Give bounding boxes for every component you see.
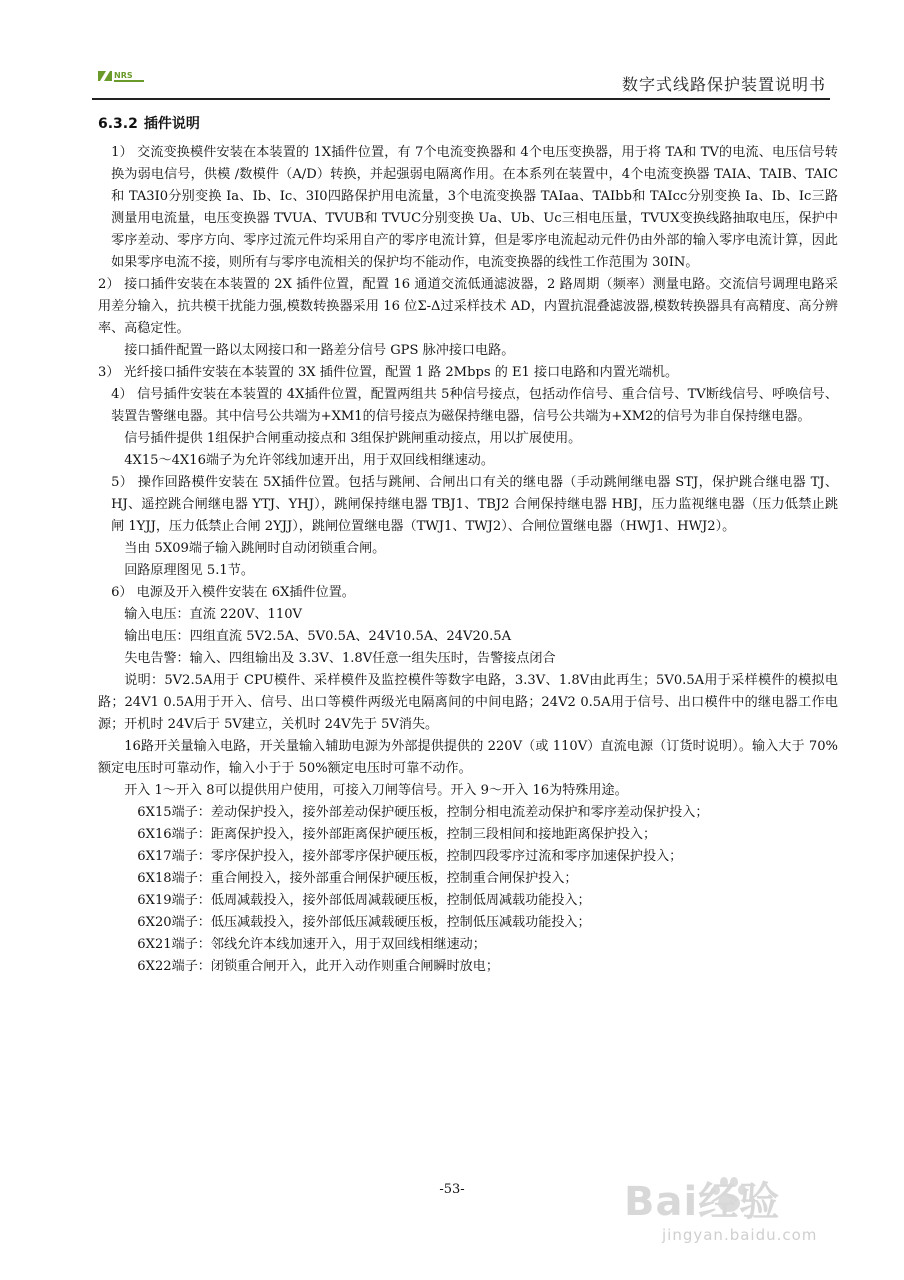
paragraph-operation-module: 5） 操作回路模件安装在 5X插件位置。包括与跳闸、合闸出口有关的继电器（手动跳闸继电器 STJ，保护跳合继电器 TJ、HJ、遥控跳合闸继电器 YTJ、YHJ），跳闸保持继电器 TBJ1、TBJ2 合闸保持继电器 HBJ，压力监视继电器（压力低禁止跳闸 1YJJ，压力低禁止合闸 2YJJ），跳闸位置继电器（TWJ1、TWJ2）、合闸位置继电器（HWJ1、HWJ2）。 — [111, 475, 838, 534]
paragraph-fiber-module: 3） 光纤接口插件安装在本装置的 3X 插件位置，配置 1 路 2Mbps 的 E1 接口电路和内置光端机。 — [98, 365, 679, 380]
terminal-6x17: 6X17端子：零序保护投入，接外部零序保护硬压板，控制四段零序过流和零序加速保护投入； — [137, 849, 683, 864]
paragraph-input-usage: 开入 1～开入 8可以提供用户使用，可接入刀闸等信号。开入 9～开入 16为特殊用途。 — [124, 783, 628, 798]
paragraph-signal-module: 4） 信号插件安装在本装置的 4X插件位置，配置两组共 5种信号接点，包括动作信号、重合信号、TV断线信号、呼唤信号、装置告警继电器。其中信号公共端为+XM1的信号接点为磁保持继电器，信号公共端为+XM2的信号为非自保持继电器。 — [111, 387, 838, 424]
terminal-6x19: 6X19端子：低周减载投入，接外部低周减载硬压板，控制低周减载功能投入； — [137, 893, 591, 908]
company-logo — [98, 68, 146, 84]
paragraph-5x09-terminal: 当由 5X09端子输入跳闸时自动闭锁重合闸。 — [124, 541, 386, 556]
terminal-6x15: 6X15端子：差动保护投入，接外部差动保护硬压板，控制分相电流差动保护和零序差动保护投入； — [137, 805, 709, 820]
document-title: 数字式线路保护装置说明书 — [621, 75, 826, 94]
section-title: 插件说明 — [143, 116, 200, 132]
paragraph-output-voltage: 输出电压：四组直流 5V2.5A、5V0.5A、24V10.5A、24V20.5A — [124, 629, 512, 644]
watermark-brand: Bai经验 — [624, 1179, 781, 1225]
paragraph-4x15-terminal: 4X15～4X16端子为允许邻线加速开出，用于双回线相继速动。 — [124, 453, 494, 468]
page-number: -53- — [439, 1182, 465, 1197]
baidu-watermark — [624, 1170, 864, 1260]
section-number: 6.3.2 — [98, 116, 138, 132]
paragraph-interface-ethernet: 接口插件配置一路以太网接口和一路差分信号 GPS 脉冲接口电路。 — [124, 343, 515, 358]
section-heading — [98, 114, 838, 134]
paragraph-circuit-reference: 回路原理图见 5.1节。 — [124, 563, 254, 578]
paragraph-ac-module: 1） 交流变换模件安装在本装置的 1X插件位置，有 7个电流变换器和 4个电压变换器，用于将 TA和 TV的电流、电压信号转换为弱电信号，供模 /数模件（A/D）转换，并起强弱电隔离作用。在本系列在装置中，4个电流变换器 TAIA、TAIB、TAIC和 TA3I0分别变换 Ia、Ib、Ic、3I0四路保护用电流量，3个电流变换器 TAIaa、TAIbb和 TAIcc分别变换 Ia、Ib、Ic三路测量用电流量，电压变换器 TVUA、TVUB和 TVUC分别变换 Ua、Ub、Uc三相电压量，TVUX变换线路抽取电压，保护中零序差动、零序方向、零序过流元件均采用自产的零序电流计算，但是零序电流起动元件仍由外部的输入零序电流计算，因此如果零序电流不接，则所有与零序电流相关的保护均不能动作，电流变换器的线性工作范围为 30IN。 — [111, 145, 838, 270]
svg-text:NRS: NRS — [114, 71, 133, 80]
paragraph-input-voltage: 输入电压：直流 220V、110V — [124, 607, 302, 622]
main-content — [98, 114, 838, 978]
paragraph-binary-inputs: 16路开关量输入电路，开关量输入辅助电源为外部提供提供的 220V（或 110V）直流电源（订货时说明）。输入大于 70%额定电压时可靠动作，输入小于于 50%额定电压时可靠不动作。 — [98, 739, 838, 776]
paragraph-signal-contacts: 信号插件提供 1组保护合闸重动接点和 3组保护跳闸重动接点，用以扩展使用。 — [124, 431, 582, 446]
page-header — [92, 62, 830, 100]
watermark-site: jingyan.baidu.com — [662, 1226, 818, 1244]
paragraph-power-alarm: 失电告警：输入、四组输出及 3.3V、1.8V任意一组失压时，告警接点闭合 — [124, 651, 556, 666]
paragraph-interface-module: 2） 接口插件安装在本装置的 2X 插件位置，配置 16 通道交流低通滤波器，2 路周期（频率）测量电路。交流信号调理电路采用差分输入，抗共模干扰能力强,模数转换器采用 16 位Σ-Δ过采样技术 AD，内置抗混叠滤波器,模数转换器具有高精度、高分辨率、高稳定性。 — [98, 277, 838, 336]
terminal-6x21: 6X21端子：邻线允许本线加速开入，用于双回线相继速动； — [137, 937, 486, 952]
terminal-6x16: 6X16端子：距离保护投入，接外部距离保护硬压板，控制三段相间和接地距离保护投入； — [137, 827, 657, 842]
terminal-6x22: 6X22端子：闭锁重合闸开入，此开入动作则重合闸瞬时放电； — [137, 959, 499, 974]
terminal-6x18: 6X18端子：重合闸投入，接外部重合闸保护硬压板，控制重合闸保护投入； — [137, 871, 578, 886]
paragraph-power-module: 6） 电源及开入模件安装在 6X插件位置。 — [111, 585, 355, 600]
paragraph-power-notes: 说明：5V2.5A用于 CPU模件、采样模件及监控模件等数字电路，3.3V、1.8V由此再生；5V0.5A用于采样模件的模拟电路；24V1 0.5A用于开入、信号、出口等模件两级光电隔离间的中间电路；24V2 0.5A用于信号、出口模件中的继电器工作电源；开机时 24V后于 5V建立，关机时 24V先于 5V消失。 — [98, 673, 838, 732]
terminal-6x20: 6X20端子：低压减载投入，接外部低压减载硬压板，控制低压减载功能投入； — [137, 915, 591, 930]
